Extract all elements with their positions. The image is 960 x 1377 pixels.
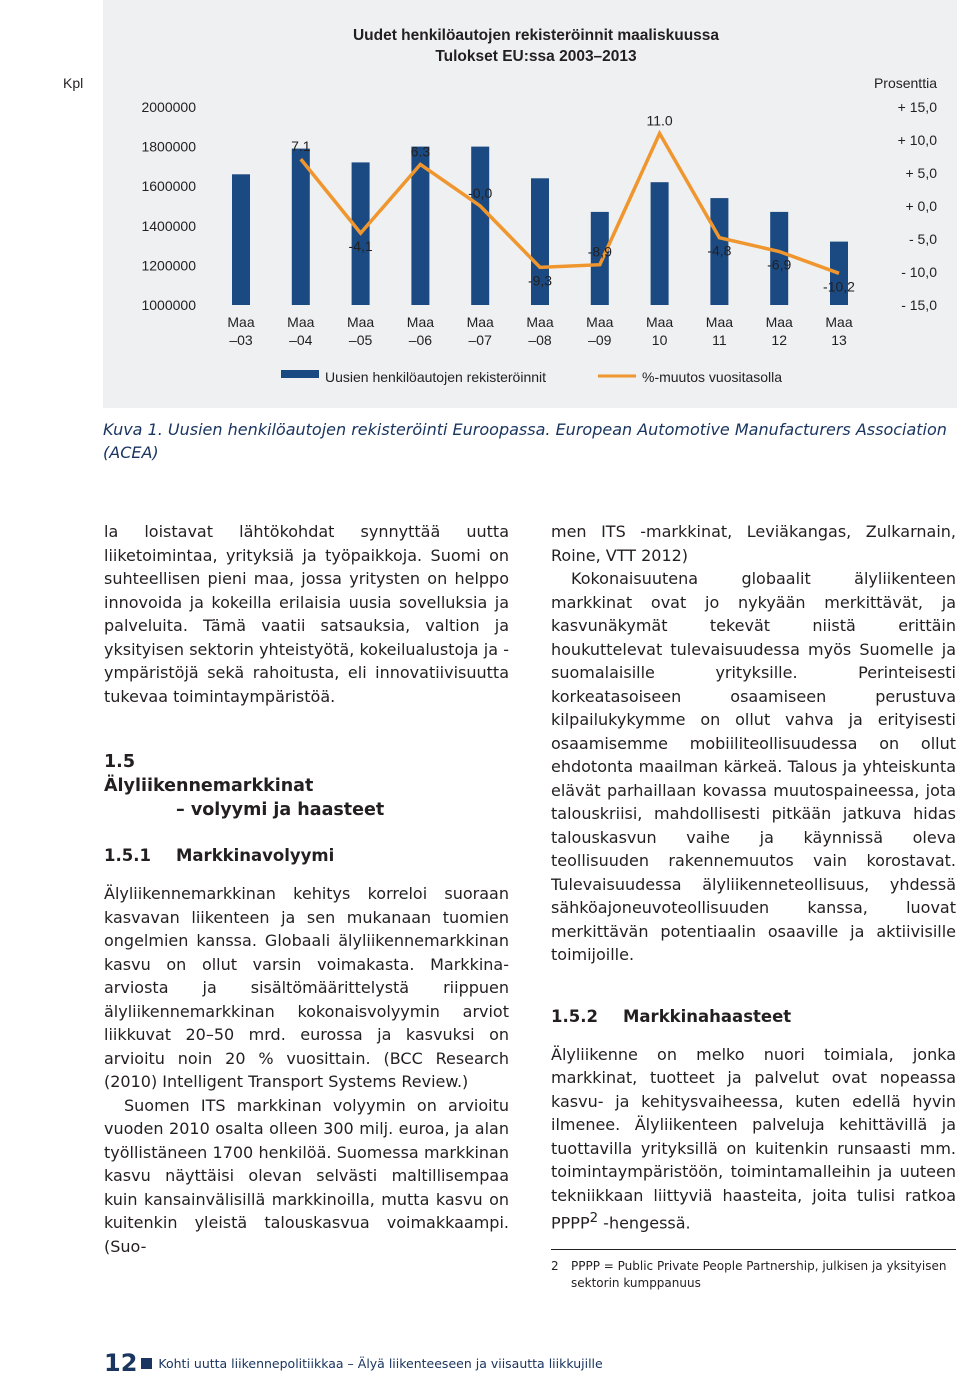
right-tick-label: - 15,0 [901, 297, 937, 313]
right-tick-label: - 5,0 [908, 231, 937, 247]
left-tick-label: 2000000 [141, 99, 196, 115]
footnote-text: PPPP = Public Private People Partnership, julkisen ja yksityisen sektorin kumppanuus [571, 1259, 947, 1290]
category-label-line-2: –06 [408, 332, 433, 348]
left-axis-label: Kpl [63, 75, 84, 91]
category-label-line-2: 13 [831, 332, 847, 348]
category-label-line-1: Maa [765, 314, 793, 330]
bar [651, 182, 669, 305]
category-label-line-2: –03 [229, 332, 253, 348]
chart-panel [63, 0, 957, 408]
legend [281, 369, 782, 385]
left-axis-ticks [141, 99, 196, 313]
section-number: 1.5 [104, 752, 136, 772]
bar [232, 174, 250, 305]
right-tick-label: + 0,0 [905, 198, 937, 214]
chart-svg [63, 0, 957, 408]
subsection-number-2: 1.5.2 [551, 1006, 598, 1026]
left-tick-label: 1800000 [141, 138, 196, 155]
category-label-line-1: Maa [825, 314, 853, 330]
line-path [301, 133, 839, 273]
line-data-label: -10,2 [823, 278, 855, 295]
chart-title-line-2: Tulokset EU:ssa 2003–2013 [435, 48, 637, 65]
line-data-label: 6.3 [410, 143, 431, 160]
footer-text: Kohti uutta liikennepolitiikkaa – Älyä liikenteeseen ja viisautta liikkujille [158, 1355, 603, 1371]
bar [292, 149, 310, 305]
subsection-heading-1 [104, 844, 509, 868]
category-label-line-2: 10 [651, 332, 668, 348]
line-data-label: 11.0 [646, 112, 673, 129]
category-label-line-1: Maa [227, 314, 255, 330]
right-paragraph-2: Kokonaisuutena globaalit älyliikenteen markkinat ovat jo nykyään merkittävät, ja kasvunäkymät tekevät niistä erittäin houkuttelevat tulevaisuudessa myös Suomelle ja suomalaisille yrityksille. Perinteisesti korkeatasoiseen osaamiseen perustuva kilpailukykymme on ollut vahva ja erityisesti osaamisemme mobiiliteollisuudessa on ollut ehdotonta maailman kärkeä. Talous ja yhteiskunta elävät parhaillaan kovassa muutospaineessa, jota talouskriisi, mahdollisesti pitkään jatkuva hidas talouskasvun vaihe ja käynnissä oleva teollisuuden rakennemuutos vain korostavat. Tulevaisuudessa älyliikenneteollisuus, yhdessä sähköajoneuvoteollisuuden kanssa, luovat merkittävän potentiaalin osaaville ja aktiivisille toimijoille. [551, 569, 956, 964]
right-axis-label: Prosenttia [873, 75, 937, 91]
section-heading [104, 750, 509, 822]
left-paragraph-2: Älyliikennemarkkinan kehitys korreloi suoraan kasvavan liikenteen ja sen mukanaan tuomien ongelmien kanssa. Globaali älyliikennemarkkinan kasvu on ollut varsin voimakasta. Markkina-arviosta ja sisältömäärittelystä riippuen älyliikennemarkkinan kokonaisvolyymin arviot liikkuvat 20–50 mrd. eurossa ja kasvuksi on arvioitu noin 20 % vuosittain. (BCC Research (2010) Intelligent Transport Systems Review.) [104, 884, 509, 1091]
category-label-line-1: Maa [287, 314, 315, 330]
right-paragraph-3 [551, 1043, 956, 1235]
caption-source: European Automotive Manufacturers Association (ACEA) [103, 420, 947, 462]
left-tick-label: 1000000 [141, 297, 196, 313]
category-label-line-2: –08 [528, 332, 552, 348]
category-label-line-1: Maa [466, 314, 494, 330]
category-label-line-1: Maa [586, 314, 614, 330]
category-label-line-2: –07 [468, 332, 492, 348]
right-paragraph-1: men ITS -markkinat, Leviäkangas, Zulkarnain, Roine, VTT 2012) [551, 522, 956, 565]
category-label-line-2: 12 [771, 332, 787, 348]
legend-line-label: %-muutos vuositasolla [642, 369, 783, 385]
line-data-label: -8,9 [587, 243, 612, 260]
line-data-label: 7.1 [291, 138, 311, 155]
caption-prefix: Kuva 1. Uusien henkilöautojen rekisteröinti Euroopassa. [103, 420, 551, 439]
left-paragraph-1: la loistavat lähtökohdat synnyttää uutta liiketoimintaa, yrityksiä ja työpaikkoja. Suomi on suhteellisen pieni maa, jossa yritysten on helppo innovoida ja kokeilla erilaisia uusia sovelluksia ja palveluita. Tämä vaatii satsauksia, valtion ja yksityisen sektorin yhteistyötä, kokeilualustoja ja -ympäristöjä sekä rahoitusta, eli innovatiivisuutta tukevaa toimintaympäristöä. [104, 522, 509, 706]
category-label-line-2: –05 [348, 332, 373, 348]
right-tick-label: + 10,0 [897, 132, 937, 148]
left-tick-label: 1400000 [141, 217, 196, 234]
footnote [551, 1249, 956, 1292]
right-paragraph-3-text: Älyliikenne on melko nuori toimiala, jonka markkinat, tuotteet ja palvelut ovat nopeassa kasvu- ja kehitysvaiheessa, kuten edellä hyvin ilmenee. Älyliikenteen palveluja kehittävillä ja tuottavilla yrityksillä on kuitenkin runsaasti mm. toimintaympäristöön, toimintamalleihin ja uuteen tekniikkaan liittyviä haasteita, joita tulisi ratkoa PPPP [551, 1044, 956, 1233]
right-paragraph-3-end: -hengessä. [598, 1213, 691, 1233]
right-axis-ticks [898, 99, 938, 313]
left-paragraph-3: Suomen ITS markkinan volyymin on arvioitu vuoden 2010 osalta olleen 300 milj. euroa, ja alan työllistäneen 1700 henkilöä. Suomessa markkinan kasvu näyttäisi olevan selvästi maltillisempaa kuin kansainvälisillä markkinoilla, mutta kasvu on kuitenkin yleistä talouskasvua voimakkaampi. (Suo- [104, 1095, 509, 1256]
left-tick-label: 1200000 [141, 257, 196, 274]
category-labels [227, 314, 852, 348]
page-footer [104, 1349, 603, 1377]
line-data-label: -0,0 [468, 185, 493, 201]
figure-caption [103, 418, 953, 464]
category-label-line-2: –09 [588, 332, 612, 348]
right-tick-label: + 15,0 [897, 99, 937, 115]
line-data-label: -4,1 [348, 238, 373, 255]
footnote-reference: 2 [589, 1211, 599, 1226]
line-data-label: -9,3 [527, 272, 553, 289]
section-title-line-1: Älyliikennemarkkinat [104, 776, 314, 796]
chart-title-line-1: Uudet henkilöautojen rekisteröinnit maaliskuussa [352, 27, 720, 44]
legend-bar-swatch [281, 370, 319, 378]
subsection-number-1: 1.5.1 [104, 846, 151, 865]
subsection-title-1: Markkinavolyymi [176, 846, 335, 865]
category-label-line-1: Maa [406, 314, 435, 330]
left-tick-label: 1600000 [141, 178, 196, 195]
line-data-label: -6,9 [767, 256, 792, 273]
legend-bar-label: Uusien henkilöautojen rekisteröinnit [325, 369, 547, 385]
subsection-title-2: Markkinahaasteet [623, 1006, 792, 1026]
category-label-line-2: –04 [289, 332, 313, 348]
category-label-line-1: Maa [346, 314, 375, 330]
line-data-label: -4,8 [707, 242, 732, 259]
bar [471, 147, 489, 305]
category-label-line-1: Maa [705, 314, 734, 330]
subsection-heading-2 [551, 1005, 956, 1029]
footer-square-icon [141, 1358, 152, 1369]
section-title-line-2: – volyymi ja haasteet [176, 800, 385, 820]
footnote-number: 2 [551, 1259, 559, 1273]
line-series [291, 112, 855, 294]
category-label-line-1: Maa [526, 314, 554, 330]
page-number: 12 [104, 1349, 138, 1377]
category-label-line-2: 11 [712, 332, 727, 348]
left-column [104, 520, 509, 1258]
right-column [551, 520, 956, 1235]
category-label-line-1: Maa [645, 314, 674, 330]
right-tick-label: + 5,0 [905, 165, 937, 181]
right-tick-label: - 10,0 [901, 264, 937, 280]
